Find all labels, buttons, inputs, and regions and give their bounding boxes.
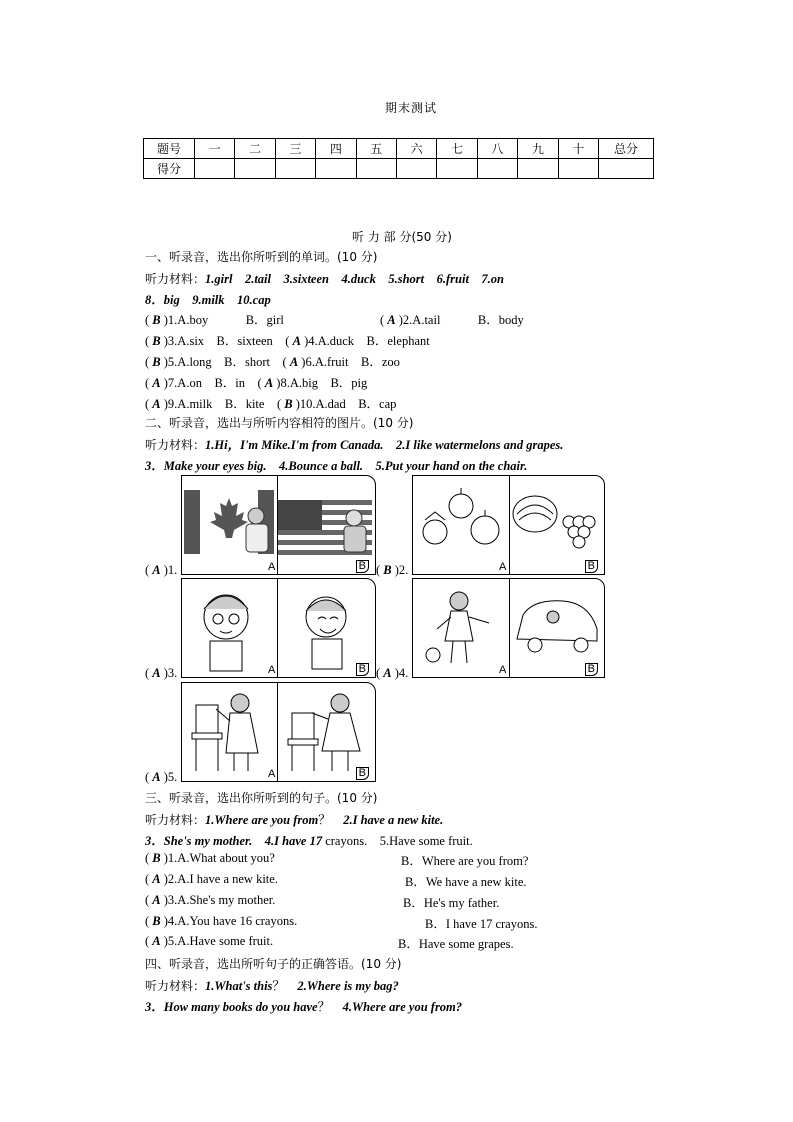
- answer: A: [264, 376, 274, 390]
- s3-question-4-b: B．I have 17 crayons.: [425, 917, 538, 931]
- answer: A: [152, 872, 161, 886]
- section4-material: [145, 976, 399, 994]
- score-input-cell[interactable]: [356, 159, 396, 179]
- question-number: )2.: [394, 563, 409, 577]
- s2-question-2: ( B )2.: [376, 563, 409, 577]
- question-text: )4.A.duck B．elephant: [304, 334, 430, 348]
- question-text: )2.A.I have a new kite.: [163, 872, 278, 886]
- question-text: )10.A.dad B．cap: [295, 397, 397, 411]
- material-text: 4.Where are you from?: [342, 1000, 463, 1014]
- section3-heading: 三、听录音，选出你所听到的句子。(10 分): [145, 791, 378, 805]
- section2-material-cont: 3．Make your eyes big. 4.Bounce a ball. 5.Put your hand on the chair.: [145, 459, 528, 473]
- score-input-cell[interactable]: [396, 159, 436, 179]
- score-table-header-row: [144, 139, 654, 159]
- s2-question-3: ( A )3.: [145, 666, 178, 680]
- answer: A: [152, 893, 161, 907]
- material-label: 听力材料：: [145, 272, 206, 286]
- s2-question-1: ( A )1.: [145, 563, 178, 577]
- s2-question-5: ( A )5.: [145, 770, 178, 784]
- s3-question-1: ( B )1.A.What about you?: [145, 851, 275, 865]
- score-cell: 总分: [599, 139, 654, 159]
- score-input-cell[interactable]: [599, 159, 654, 179]
- s1-question-9: ( A )9.A.milk B．kite ( B )10.A.dad B．cap: [145, 397, 397, 411]
- score-input-cell[interactable]: [518, 159, 558, 179]
- s1-question-7: ( A )7.A.on B．in ( A )8.A.big B．pig: [145, 376, 368, 390]
- picture-box-1: [181, 475, 376, 575]
- score-cell: 六: [396, 139, 436, 159]
- question-text: )1.A.boy B．girl: [163, 313, 284, 327]
- s3-question-4: ( B )4.A.You have 16 crayons.: [145, 914, 298, 928]
- question-number: )5.: [163, 770, 178, 784]
- s1-question-2: ( A )2.A.tail B．body: [380, 313, 524, 327]
- section1-heading: 一、听录音，选出你所听到的单词。(10 分): [145, 250, 378, 264]
- s3-question-2: ( A )2.A.I have a new kite.: [145, 872, 278, 886]
- s1-question-1: ( B )1.A.boy B．girl: [145, 313, 284, 327]
- question-text: )5.A.long B．short: [163, 355, 271, 369]
- picture-divider: [509, 579, 510, 677]
- answer: A: [152, 770, 161, 784]
- section4-heading: 四、听录音，选出所听句子的正确答语。(10 分): [145, 957, 402, 971]
- material-text: 3．She's my mother. 4.I have 17: [145, 834, 323, 848]
- question-text: )9.A.milk B．kite: [163, 397, 265, 411]
- section1-material: [145, 269, 504, 287]
- score-cell: 八: [477, 139, 517, 159]
- canada-flag-boy-image: [182, 476, 375, 574]
- section1-material-cont: 8．big 9.milk 10.cap: [145, 293, 271, 307]
- option-b-label: B: [585, 663, 598, 676]
- score-cell: 十: [558, 139, 598, 159]
- section3-material-cont: [145, 831, 473, 849]
- answer: A: [152, 376, 161, 390]
- picture-divider: [277, 476, 278, 574]
- material-label: 听力材料：: [145, 979, 206, 993]
- question-text: )5.A.Have some fruit.: [163, 934, 274, 948]
- option-a-label: A: [268, 768, 276, 780]
- question-text: )4.A.You have 16 crayons.: [163, 914, 298, 928]
- answer: A: [152, 397, 161, 411]
- picture-box-3: [181, 578, 376, 678]
- answer: A: [289, 355, 299, 369]
- question-text: )2.A.tail B．body: [398, 313, 524, 327]
- option-a-label: A: [499, 664, 507, 676]
- answer: B: [383, 563, 392, 577]
- score-cell: 得分: [144, 159, 195, 179]
- section4-material-cont: [145, 997, 462, 1015]
- answer: B: [152, 914, 161, 928]
- question-number: )1.: [163, 563, 178, 577]
- girl-and-chair-image: [182, 683, 375, 781]
- question-text: )7.A.on B．in: [163, 376, 246, 390]
- listening-header: 听 力 部 分(50 分): [352, 230, 452, 244]
- score-input-cell[interactable]: [195, 159, 235, 179]
- answer: A: [387, 313, 396, 327]
- answer: B: [284, 397, 293, 411]
- s3-question-5: ( A )5.A.Have some fruit.: [145, 934, 274, 948]
- question-number: )3.: [163, 666, 178, 680]
- option-a-label: A: [268, 561, 276, 573]
- picture-box-4: [412, 578, 605, 678]
- material-text: 1.Where are you from: [205, 813, 319, 827]
- question-text: )3.A.six B．sixteen: [163, 334, 273, 348]
- score-cell: 七: [437, 139, 477, 159]
- answer: A: [152, 563, 161, 577]
- material-label: 听力材料：: [145, 438, 206, 452]
- s2-question-4: ( A )4.: [376, 666, 409, 680]
- score-cell: 五: [356, 139, 396, 159]
- material-text: 3．How many books do you have: [145, 1000, 318, 1014]
- material-text: ？: [318, 813, 344, 827]
- answer: A: [383, 666, 392, 680]
- section2-heading: 二、听录音，选出与所听内容相符的图片。(10 分): [145, 416, 414, 430]
- s3-question-3: ( A )3.A.She's my mother.: [145, 893, 276, 907]
- score-cell: 一: [195, 139, 235, 159]
- material-text: ？: [272, 979, 298, 993]
- option-a-label: A: [499, 561, 507, 573]
- answer: A: [152, 934, 161, 948]
- picture-divider: [277, 683, 278, 781]
- score-cell: 三: [275, 139, 315, 159]
- score-cell: 题号: [144, 139, 195, 159]
- answer: B: [152, 334, 161, 348]
- option-a-label: A: [268, 664, 276, 676]
- option-b-label: B: [356, 663, 369, 676]
- answer: B: [152, 851, 161, 865]
- question-text: )6.A.fruit B．zoo: [301, 355, 400, 369]
- score-input-cell[interactable]: [235, 159, 275, 179]
- score-cell: 九: [518, 139, 558, 159]
- material-text: 1.Hi，I'm Mike.I'm from Canada. 2.I like watermelons and grapes.: [205, 438, 564, 452]
- material-text: 1.What's this: [205, 979, 273, 993]
- score-cell: 二: [235, 139, 275, 159]
- question-text: )3.A.She's my mother.: [163, 893, 276, 907]
- picture-box-5: [181, 682, 376, 782]
- score-input-cell[interactable]: [437, 159, 477, 179]
- s1-question-5: ( B )5.A.long B．short ( A )6.A.fruit B．zoo: [145, 355, 400, 369]
- question-number: )4.: [394, 666, 409, 680]
- answer: A: [152, 666, 161, 680]
- s3-question-2-b: B．We have a new kite.: [405, 875, 527, 889]
- s3-question-5-b: B．Have some grapes.: [398, 937, 514, 951]
- picture-divider: [509, 476, 510, 574]
- score-input-cell[interactable]: [477, 159, 517, 179]
- section3-material: [145, 810, 443, 828]
- score-input-cell[interactable]: [275, 159, 315, 179]
- answer: B: [152, 355, 161, 369]
- question-text: )1.A.What about you?: [163, 851, 275, 865]
- girl-faces-image: [182, 579, 375, 677]
- option-b-label: B: [585, 560, 598, 573]
- score-table-score-row: [144, 159, 654, 179]
- section2-material: [145, 435, 563, 453]
- s3-question-1-b: B．Where are you from?: [401, 854, 529, 868]
- score-cell: 四: [316, 139, 356, 159]
- material-text: crayons. 5.Have some fruit.: [322, 834, 473, 848]
- score-table: [143, 138, 654, 179]
- option-b-label: B: [356, 560, 369, 573]
- s1-question-3: ( B )3.A.six B．sixteen ( A )4.A.duck B．elephant: [145, 334, 430, 348]
- question-text: )8.A.big B．pig: [276, 376, 368, 390]
- material-text: ？: [317, 1000, 343, 1014]
- picture-box-2: [412, 475, 605, 575]
- score-input-cell[interactable]: [558, 159, 598, 179]
- material-text: 2.I have a new kite.: [343, 813, 444, 827]
- answer: B: [152, 313, 161, 327]
- material-text: 2.Where is my bag?: [297, 979, 399, 993]
- material-label: 听力材料：: [145, 813, 206, 827]
- page-title: 期末测试: [385, 101, 438, 115]
- s3-question-3-b: B．He's my father.: [403, 896, 500, 910]
- picture-divider: [277, 579, 278, 677]
- material-text: 1.girl 2.tail 3.sixteen 4.duck 5.short 6.fruit 7.on: [205, 272, 505, 286]
- answer: A: [292, 334, 301, 348]
- option-b-label: B: [356, 767, 369, 780]
- score-input-cell[interactable]: [316, 159, 356, 179]
